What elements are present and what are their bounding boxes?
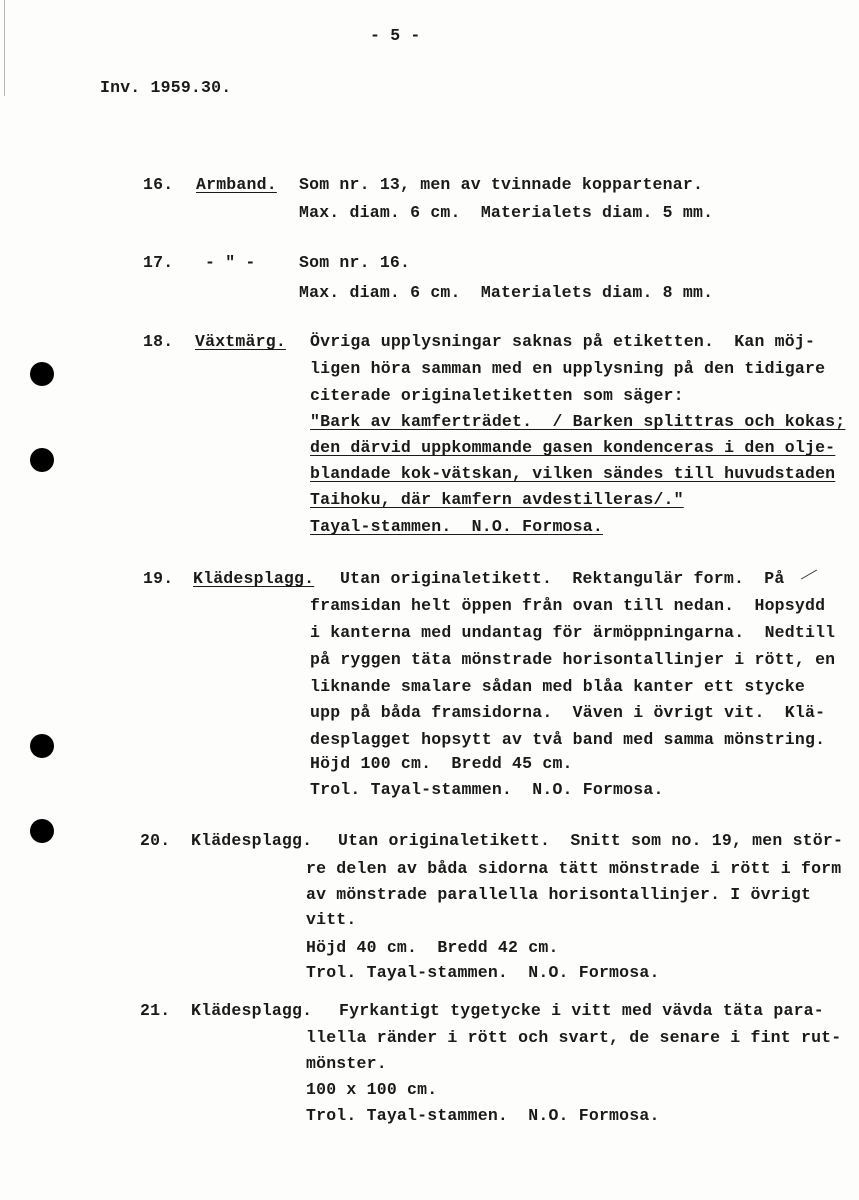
entry-line: Max. diam. 6 cm. Materialets diam. 8 mm. <box>299 283 714 302</box>
quoted-line: "Bark av kamferträdet. / Barken splittras och kokas; <box>310 412 846 431</box>
entry-line: ligen höra samman med en upplysning på den tidigare <box>310 359 826 378</box>
entry-label: Klädesplagg. <box>191 1001 313 1020</box>
page-number: - 5 - <box>370 26 421 45</box>
entry-line: mönster. <box>306 1054 387 1073</box>
entry-line: Trol. Tayal-stammen. N.O. Formosa. <box>306 963 660 982</box>
entry-line: framsidan helt öppen från ovan till nedan. Hopsydd <box>310 596 826 615</box>
entry-line: Som nr. 13, men av tvinnade koppartenar. <box>299 175 704 194</box>
entry-number: 20. <box>140 831 171 850</box>
entry-line: vitt. <box>306 910 357 929</box>
entry-number: 17. <box>143 253 174 272</box>
binder-hole <box>30 819 54 843</box>
page-edge-line <box>4 0 5 96</box>
entry-label: Klädesplagg. <box>191 831 313 850</box>
binder-hole <box>30 362 54 386</box>
quoted-line: blandade kok-vätskan, vilken sändes till huvudstaden <box>310 464 836 483</box>
entry-line: Övriga upplysningar saknas på etiketten. Kan möj- <box>310 332 816 351</box>
entry-line: liknande smalare sådan med blåa kanter ett stycke <box>310 677 805 696</box>
entry-line: Utan originaletikett. Snitt som no. 19, men stör- <box>338 831 844 850</box>
entry-line: 100 x 100 cm. <box>306 1080 438 1099</box>
entry-line: Tayal-stammen. N.O. Formosa. <box>310 517 603 536</box>
entry-number: 18. <box>143 332 174 351</box>
entry-label: - " - <box>205 253 256 272</box>
entry-line: Utan originaletikett. Rektangulär form. På <box>340 569 785 588</box>
entry-line: på ryggen täta mönstrade horisontallinjer i rött, en <box>310 650 836 669</box>
inventory-number: Inv. 1959.30. <box>100 78 232 97</box>
entry-line: llella ränder i rött och svart, de senare i fint rut- <box>306 1028 842 1047</box>
entry-line: upp på båda framsidorna. Väven i övrigt vit. Klä- <box>310 703 826 722</box>
entry-line: Som nr. 16. <box>299 253 411 272</box>
entry-label: Klädesplagg. <box>193 569 315 588</box>
pen-mark <box>801 570 817 580</box>
entry-line: av mönstrade parallella horisontallinjer. I övrigt <box>306 885 812 904</box>
binder-hole <box>30 734 54 758</box>
binder-hole <box>30 448 54 472</box>
entry-line: Höjd 100 cm. Bredd 45 cm. <box>310 754 573 773</box>
entry-number: 19. <box>143 569 174 588</box>
entry-line: Trol. Tayal-stammen. N.O. Formosa. <box>310 780 664 799</box>
entry-line: Max. diam. 6 cm. Materialets diam. 5 mm. <box>299 203 714 222</box>
entry-label: Växtmärg. <box>195 332 286 351</box>
entry-number: 16. <box>143 175 174 194</box>
quoted-line: den därvid uppkommande gasen kondenceras i den olje- <box>310 438 836 457</box>
entry-line: Höjd 40 cm. Bredd 42 cm. <box>306 938 559 957</box>
entry-line: re delen av båda sidorna tätt mönstrade i rött i form <box>306 859 842 878</box>
entry-line: desplagget hopsytt av två band med samma mönstring. <box>310 730 826 749</box>
entry-line: Fyrkantigt tygetycke i vitt med vävda täta para- <box>339 1001 824 1020</box>
quoted-line: Taihoku, där kamfern avdestilleras/." <box>310 490 684 509</box>
entry-line: i kanterna med undantag för ärmöppningarna. Nedtill <box>310 623 836 642</box>
entry-line: Trol. Tayal-stammen. N.O. Formosa. <box>306 1106 660 1125</box>
entry-number: 21. <box>140 1001 171 1020</box>
entry-label: Armband. <box>196 175 277 194</box>
entry-line: citerade originaletiketten som säger: <box>310 386 684 405</box>
